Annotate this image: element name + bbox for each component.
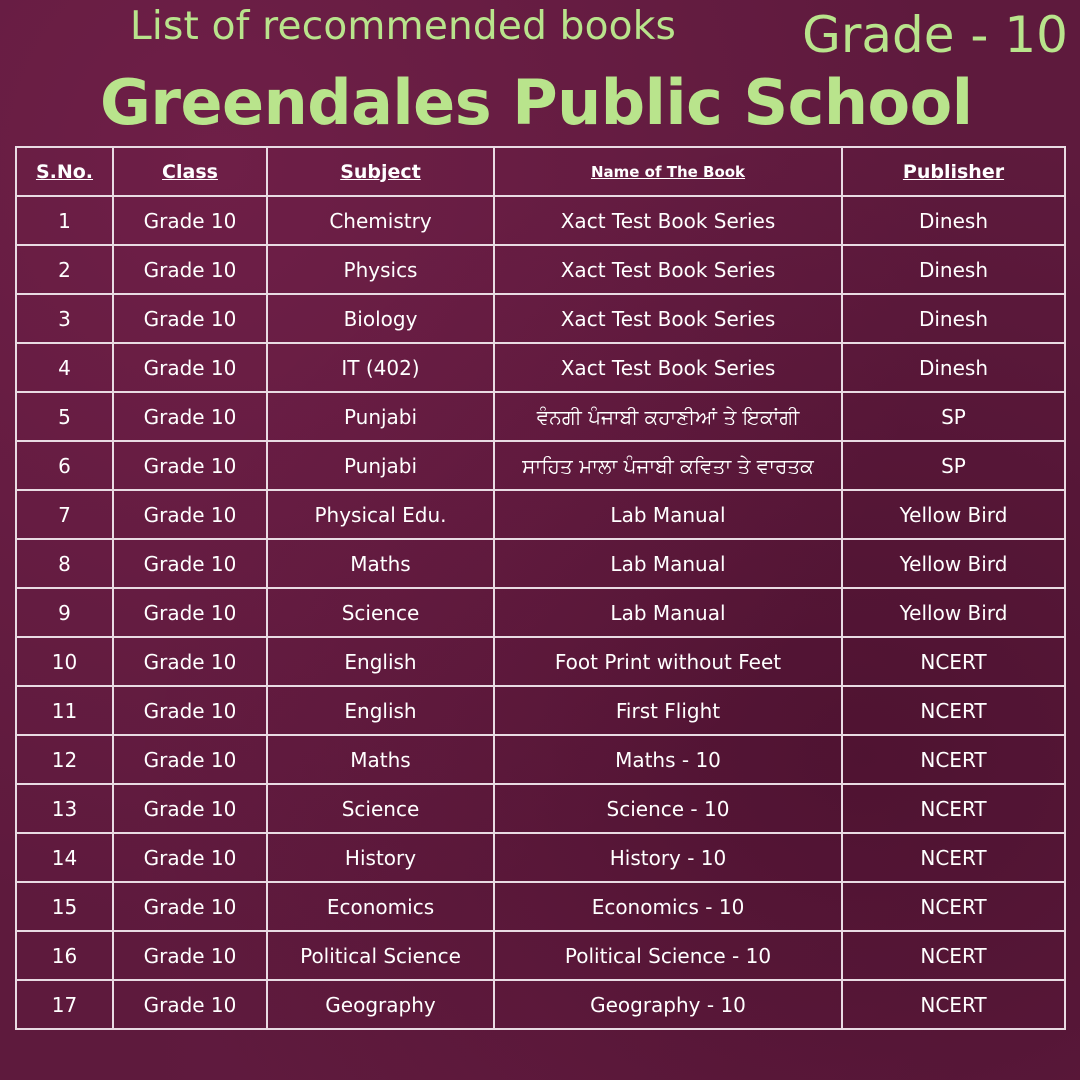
cell-subject: Maths (267, 539, 494, 588)
cell-publisher: Yellow Bird (842, 539, 1065, 588)
cell-class: Grade 10 (113, 784, 267, 833)
cell-sno: 9 (16, 588, 113, 637)
cell-class: Grade 10 (113, 196, 267, 245)
cell-publisher: NCERT (842, 882, 1065, 931)
table-row (16, 294, 1065, 343)
cell-book-name: Maths - 10 (494, 735, 842, 784)
cell-publisher: NCERT (842, 784, 1065, 833)
cell-subject: Punjabi (267, 441, 494, 490)
cell-class: Grade 10 (113, 735, 267, 784)
cell-book-name: Xact Test Book Series (494, 294, 842, 343)
cell-class: Grade 10 (113, 343, 267, 392)
cell-publisher: NCERT (842, 686, 1065, 735)
cell-sno: 17 (16, 980, 113, 1029)
table-row (16, 637, 1065, 686)
cell-sno: 12 (16, 735, 113, 784)
column-header-book-name: Name of The Book (494, 147, 842, 196)
table-row (16, 343, 1065, 392)
cell-subject: Geography (267, 980, 494, 1029)
cell-publisher: NCERT (842, 735, 1065, 784)
table-row (16, 392, 1065, 441)
cell-publisher: NCERT (842, 931, 1065, 980)
cell-sno: 3 (16, 294, 113, 343)
cell-sno: 7 (16, 490, 113, 539)
cell-class: Grade 10 (113, 686, 267, 735)
cell-book-name: ਵੰਨਗੀ ਪੰਜਾਬੀ ਕਹਾਣੀਆਂ ਤੇ ਇਕਾਂਗੀ (494, 392, 842, 441)
cell-publisher: Yellow Bird (842, 490, 1065, 539)
cell-book-name: Lab Manual (494, 588, 842, 637)
table-body (16, 196, 1065, 1029)
cell-class: Grade 10 (113, 833, 267, 882)
cell-class: Grade 10 (113, 392, 267, 441)
cell-publisher: NCERT (842, 637, 1065, 686)
cell-class: Grade 10 (113, 441, 267, 490)
cell-book-name: Geography - 10 (494, 980, 842, 1029)
cell-sno: 1 (16, 196, 113, 245)
cell-class: Grade 10 (113, 490, 267, 539)
cell-class: Grade 10 (113, 588, 267, 637)
table-row (16, 196, 1065, 245)
cell-book-name: First Flight (494, 686, 842, 735)
table-row (16, 931, 1065, 980)
cell-sno: 8 (16, 539, 113, 588)
table-row (16, 686, 1065, 735)
cell-subject: Science (267, 784, 494, 833)
cell-book-name: Xact Test Book Series (494, 196, 842, 245)
cell-sno: 15 (16, 882, 113, 931)
column-header-class: Class (113, 147, 267, 196)
cell-publisher: Dinesh (842, 196, 1065, 245)
table-row (16, 784, 1065, 833)
table-header-row (16, 147, 1065, 196)
school-name: Greendales Public School (100, 66, 973, 139)
cell-sno: 4 (16, 343, 113, 392)
cell-subject: Punjabi (267, 392, 494, 441)
cell-publisher: Dinesh (842, 245, 1065, 294)
cell-publisher: Dinesh (842, 294, 1065, 343)
cell-book-name: ਸਾਹਿਤ ਮਾਲਾ ਪੰਜਾਬੀ ਕਵਿਤਾ ਤੇ ਵਾਰਤਕ (494, 441, 842, 490)
cell-book-name: Foot Print without Feet (494, 637, 842, 686)
column-header-sno: S.No. (16, 147, 113, 196)
cell-publisher: Dinesh (842, 343, 1065, 392)
cell-sno: 14 (16, 833, 113, 882)
cell-subject: English (267, 637, 494, 686)
cell-publisher: SP (842, 441, 1065, 490)
cell-subject: Economics (267, 882, 494, 931)
cell-subject: Political Science (267, 931, 494, 980)
cell-book-name: Lab Manual (494, 490, 842, 539)
table-row (16, 588, 1065, 637)
table-row (16, 490, 1065, 539)
books-table (15, 146, 1066, 1030)
cell-sno: 16 (16, 931, 113, 980)
list-subtitle: List of recommended books (130, 4, 677, 49)
cell-class: Grade 10 (113, 637, 267, 686)
cell-subject: Science (267, 588, 494, 637)
cell-book-name: Lab Manual (494, 539, 842, 588)
cell-sno: 10 (16, 637, 113, 686)
table-row (16, 441, 1065, 490)
column-header-subject: Subject (267, 147, 494, 196)
cell-class: Grade 10 (113, 980, 267, 1029)
cell-book-name: Political Science - 10 (494, 931, 842, 980)
cell-publisher: NCERT (842, 833, 1065, 882)
table-row (16, 980, 1065, 1029)
cell-sno: 5 (16, 392, 113, 441)
cell-subject: English (267, 686, 494, 735)
cell-sno: 6 (16, 441, 113, 490)
cell-subject: Physical Edu. (267, 490, 494, 539)
table-row (16, 245, 1065, 294)
cell-book-name: Xact Test Book Series (494, 245, 842, 294)
cell-publisher: SP (842, 392, 1065, 441)
cell-publisher: Yellow Bird (842, 588, 1065, 637)
cell-subject: History (267, 833, 494, 882)
table-row (16, 735, 1065, 784)
cell-book-name: Xact Test Book Series (494, 343, 842, 392)
column-header-publisher: Publisher (842, 147, 1065, 196)
table-row (16, 833, 1065, 882)
cell-subject: Chemistry (267, 196, 494, 245)
cell-sno: 13 (16, 784, 113, 833)
table-row (16, 882, 1065, 931)
cell-subject: IT (402) (267, 343, 494, 392)
cell-subject: Maths (267, 735, 494, 784)
cell-class: Grade 10 (113, 539, 267, 588)
table-row (16, 539, 1065, 588)
cell-sno: 11 (16, 686, 113, 735)
cell-class: Grade 10 (113, 882, 267, 931)
cell-class: Grade 10 (113, 294, 267, 343)
cell-subject: Biology (267, 294, 494, 343)
cell-subject: Physics (267, 245, 494, 294)
cell-book-name: Economics - 10 (494, 882, 842, 931)
cell-book-name: History - 10 (494, 833, 842, 882)
cell-class: Grade 10 (113, 245, 267, 294)
cell-sno: 2 (16, 245, 113, 294)
grade-label: Grade - 10 (802, 6, 1068, 64)
cell-book-name: Science - 10 (494, 784, 842, 833)
cell-class: Grade 10 (113, 931, 267, 980)
cell-publisher: NCERT (842, 980, 1065, 1029)
